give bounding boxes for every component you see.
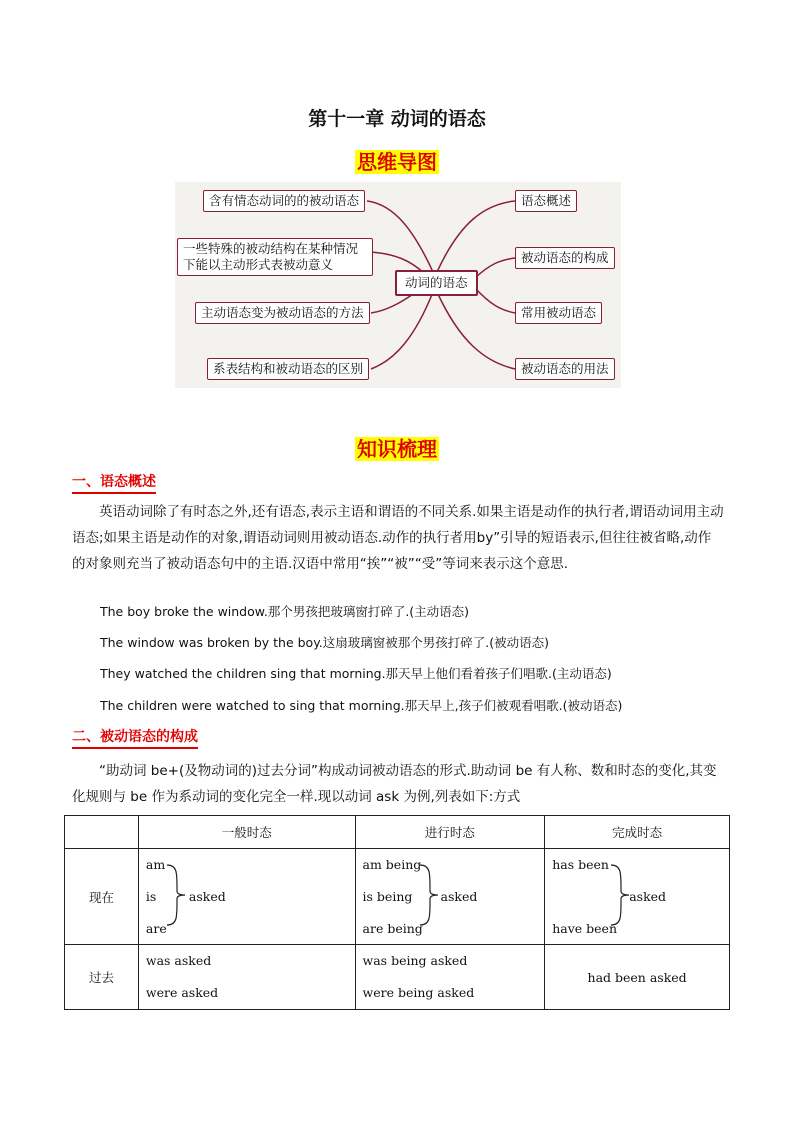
cell-present-perfect — [545, 849, 730, 945]
table-word: are being — [362, 921, 423, 936]
table-word: was asked — [145, 953, 212, 968]
cell-present-progressive — [355, 849, 545, 945]
page-title: 第十一章 动词的语态 — [308, 108, 486, 130]
mind-node-common: 常用被动语态 — [515, 302, 602, 324]
table-word: asked — [629, 889, 667, 904]
table-word: were being asked — [362, 985, 475, 1000]
mind-node-active-to-passive: 主动语态变为被动语态的方法 — [195, 302, 370, 324]
connector-right-1 — [437, 201, 515, 272]
table-word: was being asked — [362, 953, 468, 968]
cell-past-simple — [138, 945, 355, 1010]
row-label-present: 现在 — [65, 849, 139, 945]
mind-node-linking-vs-passive: 系表结构和被动语态的区别 — [207, 358, 369, 380]
table-header-row — [65, 816, 730, 849]
section-1-paragraph: 英语动词除了有时态之外,还有语态,表示主语和谓语的不同关系.如果主语是动作的执行者,谓语动词用主动语态;如果主语是动作的对象,谓语动词则用被动语态.动作的执行者用by”引导的短语表示,但往往被省略,动作的对象则充当了被动语态句中的主语.汉语中常用“挨”“被”“受”等词来表示这个意思. — [72, 504, 724, 572]
table-word: is — [145, 889, 157, 904]
brace-icon — [418, 863, 442, 927]
table-header — [65, 816, 139, 849]
example-sentence: The boy broke the window.那个男孩把玻璃窗打碎了.(主动语态) — [100, 604, 470, 619]
table-word: are — [145, 921, 167, 936]
table-header: 完成时态 — [545, 816, 730, 849]
section-1-heading: 一、语态概述 — [72, 472, 156, 494]
table-word: have been — [552, 921, 618, 936]
mind-node-special-passive: 一些特殊的被动结构在某种情况 下能以主动形式表被动意义 — [177, 238, 373, 276]
mind-node-usage: 被动语态的用法 — [515, 358, 615, 380]
cell-past-progressive — [355, 945, 545, 1010]
knowledge-heading: 知识梳理 — [357, 437, 437, 461]
table-word: am — [145, 857, 166, 872]
example-sentence: The window was broken by the boy.这扇玻璃窗被那个男孩打碎了.(被动语态) — [100, 635, 550, 650]
table-header: 一般时态 — [138, 816, 355, 849]
connector-left-4 — [371, 292, 433, 369]
mind-node-modal-passive: 含有情态动词的的被动语态 — [203, 190, 365, 212]
table-header: 进行时态 — [355, 816, 545, 849]
mind-node-center: 动词的语态 — [395, 270, 478, 296]
brace-icon — [165, 863, 189, 927]
connector-right-2 — [475, 258, 515, 278]
cell-present-simple — [138, 849, 355, 945]
row-label-past: 过去 — [65, 945, 139, 1010]
connector-right-4 — [437, 292, 515, 369]
mind-node-overview: 语态概述 — [515, 190, 577, 212]
mind-node-formation: 被动语态的构成 — [515, 247, 615, 269]
table-word: asked — [440, 889, 478, 904]
table-word: am being — [362, 857, 422, 872]
example-sentence: The children were watched to sing that morning.那天早上,孩子们被观看唱歌.(被动语态) — [100, 698, 623, 713]
example-sentence: They watched the children sing that morning.那天早上他们看着孩子们唱歌.(主动语态) — [100, 666, 612, 681]
table-row-present — [65, 849, 730, 945]
passive-forms-table — [64, 815, 730, 1010]
mindmap-heading: 思维导图 — [357, 150, 437, 174]
table-word: asked — [188, 889, 226, 904]
table-row-past — [65, 945, 730, 1010]
section-2-paragraph: “助动词 be+(及物动词的)过去分词”构成动词被动语态的形式.助动词 be 有人称、数和时态的变化,其变化规则与 be 作为系动词的变化完全一样.现以动词 ask 为例,列表如下:方式 — [72, 763, 717, 805]
cell-past-perfect: had been asked — [545, 945, 730, 1010]
table-word: has been — [552, 857, 609, 872]
connector-left-1 — [367, 201, 433, 272]
mind-map — [175, 182, 621, 388]
table-word: is being — [362, 889, 413, 904]
section-2-heading: 二、被动语态的构成 — [72, 727, 198, 749]
table-word: were asked — [145, 985, 219, 1000]
connector-right-3 — [475, 288, 515, 313]
